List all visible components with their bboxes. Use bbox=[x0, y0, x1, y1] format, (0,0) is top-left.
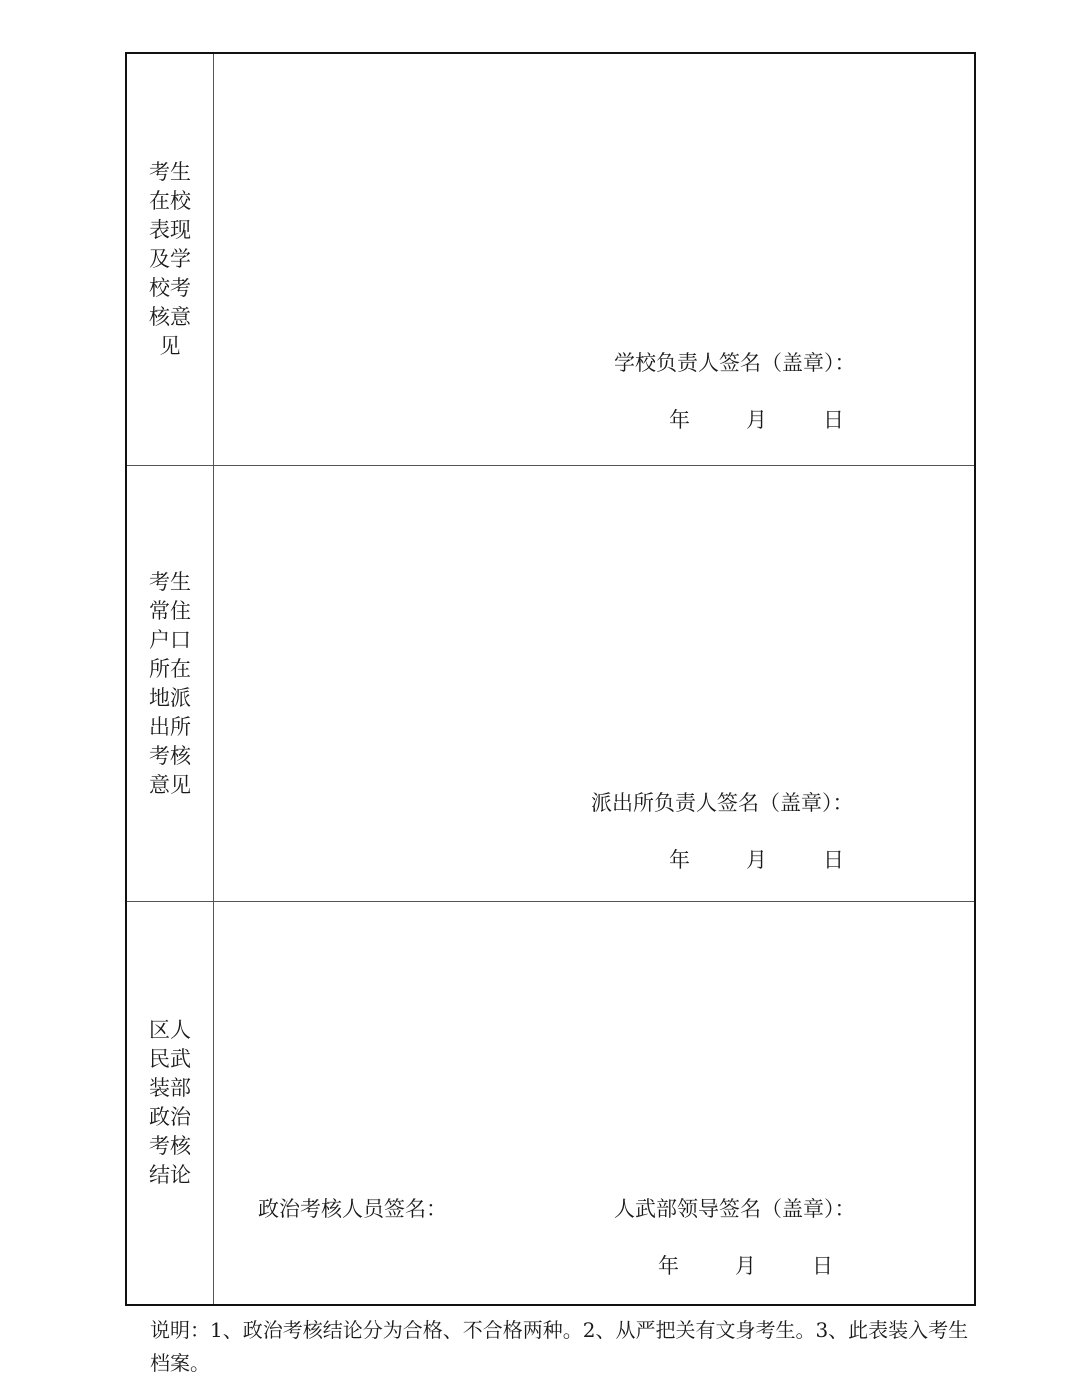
armed-forces-label-cell bbox=[127, 902, 214, 1304]
police-review-row bbox=[127, 466, 974, 902]
police-review-content[interactable] bbox=[214, 466, 974, 901]
school-review-label-cell bbox=[127, 54, 214, 465]
police-review-label-cell bbox=[127, 466, 214, 901]
school-date bbox=[669, 404, 844, 434]
armed-forces-content[interactable] bbox=[214, 902, 974, 1304]
armed-forces-date bbox=[658, 1250, 833, 1280]
armed-forces-label: 区人民武装部政治考核结论 bbox=[149, 1018, 191, 1187]
leader-signature-label: 人武部领导签名（盖章）： bbox=[614, 1197, 856, 1221]
armed-forces-review-row bbox=[127, 902, 974, 1304]
month-label: 月 bbox=[746, 848, 767, 872]
month-label: 月 bbox=[746, 408, 767, 432]
form-note: 说明：1、政治考核结论分为合格、不合格两种。2、从严把关有文身考生。3、此表装入考生档案。 bbox=[150, 1318, 969, 1375]
day-label: 日 bbox=[823, 848, 844, 872]
year-label: 年 bbox=[669, 408, 690, 432]
political-review-form bbox=[125, 52, 976, 1306]
police-review-label: 考生常住户口所在地派出所考核意见 bbox=[149, 569, 191, 797]
reviewer-signature-label: 政治考核人员签名： bbox=[258, 1197, 447, 1221]
police-signature-label: 派出所负责人签名（盖章）： bbox=[591, 791, 854, 815]
school-review-content[interactable] bbox=[214, 54, 974, 465]
year-label: 年 bbox=[669, 848, 690, 872]
school-review-row bbox=[127, 54, 974, 466]
police-date bbox=[669, 844, 844, 874]
year-label: 年 bbox=[658, 1254, 679, 1278]
school-review-label: 考生在校表现及学校考核意见 bbox=[149, 160, 191, 358]
day-label: 日 bbox=[812, 1254, 833, 1278]
school-signature-label: 学校负责人签名（盖章）： bbox=[614, 351, 856, 375]
day-label: 日 bbox=[823, 408, 844, 432]
month-label: 月 bbox=[735, 1254, 756, 1278]
